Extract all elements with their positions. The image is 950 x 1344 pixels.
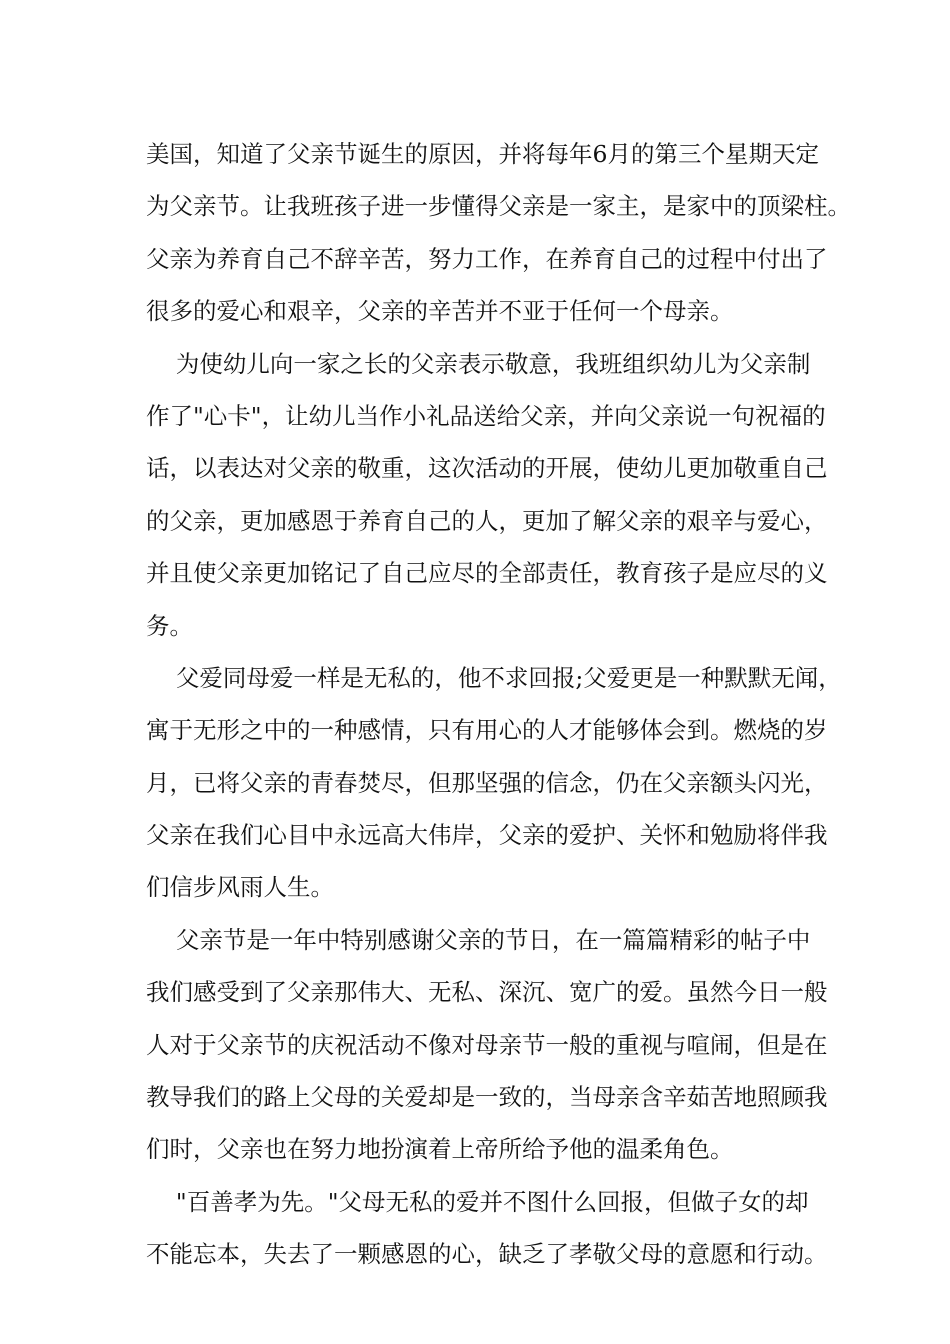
text-line: 们信步风雨人生。 [146,873,334,902]
paragraph [146,1176,836,1281]
paragraph [146,914,836,1176]
text-line: 父亲在我们心目中永远高大伟岸，父亲的爱护、关怀和勉励将伴我 [146,821,828,850]
text-line: 务。 [146,611,193,640]
text-line: 们时，父亲也在努力地扮演着上帝所给予他的温柔角色。 [146,1135,734,1164]
text-line: 并且使父亲更加铭记了自己应尽的全部责任，教育孩子是应尽的义 [146,559,828,588]
paragraph [146,652,842,914]
text-line: "百善孝为先。"父母无私的爱并不图什么回报，但做子女的却 [146,1187,809,1216]
document-body [146,128,851,1281]
text-line: 父亲为养育自己不辞辛苦，努力工作，在养育自己的过程中付出了 [146,244,828,273]
text-line: 为父亲节。让我班孩子进一步懂得父亲是一家主，是家中的顶梁柱。 [146,192,851,221]
text-line: 话，以表达对父亲的敬重，这次活动的开展，使幼儿更加敬重自己 [146,454,828,483]
text-line: 不能忘本，失去了一颗感恩的心，缺乏了孝敬父母的意愿和行动。 [146,1240,828,1269]
text-line: 为使幼儿向一家之长的父亲表示敬意，我班组织幼儿为父亲制 [146,349,811,378]
text-line: 的父亲，更加感恩于养育自己的人，更加了解父亲的艰辛与爱心， [146,506,828,535]
text-line: 作了"心卡"，让幼儿当作小礼品送给父亲，并向父亲说一句祝福的 [146,401,826,430]
text-line: 月，已将父亲的青春焚尽，但那坚强的信念，仍在父亲额头闪光， [146,768,828,797]
paragraph [146,128,851,338]
text-line: 父爱同母爱一样是无私的，他不求回报;父爱更是一种默默无闻， [146,663,842,692]
text-line: 寓于无形之中的一种感情，只有用心的人才能够体会到。燃烧的岁 [146,716,828,745]
text-line: 教导我们的路上父母的关爱却是一致的，当母亲含辛茹苦地照顾我 [146,1083,828,1112]
text-line: 美国，知道了父亲节诞生的原因，并将每年6月的第三个星期天定 [146,140,819,168]
text-line: 很多的爱心和艰辛，父亲的辛苦并不亚于任何一个母亲。 [146,297,734,326]
text-line: 人对于父亲节的庆祝活动不像对母亲节一般的重视与喧闹，但是在 [146,1030,828,1059]
paragraph [146,338,836,652]
text-line: 我们感受到了父亲那伟大、无私、深沉、宽广的爱。虽然今日一般 [146,978,828,1007]
text-line: 父亲节是一年中特别感谢父亲的节日，在一篇篇精彩的帖子中 [146,925,811,954]
